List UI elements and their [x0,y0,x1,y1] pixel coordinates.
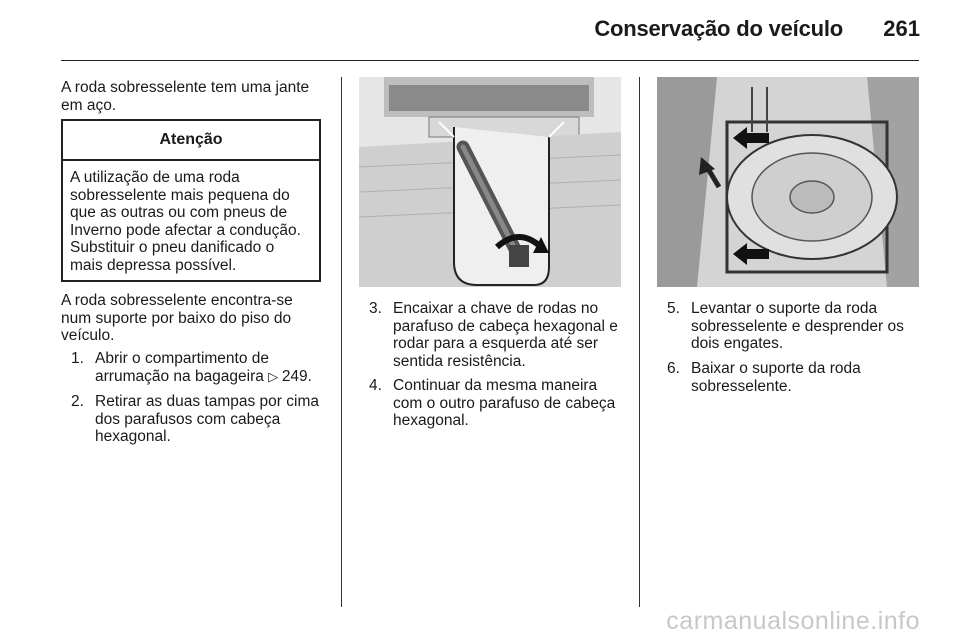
list-number: 1. [71,350,84,367]
warning-heading: Atenção [63,121,319,161]
list-text: Abrir o compartimento de arrumação na bagageira [95,350,270,385]
warning-box [61,119,321,282]
list-number: 4. [369,377,382,394]
list-number: 3. [369,300,382,317]
list-text: Baixar o suporte da roda sobresselente. [691,360,861,395]
intro-paragraph: A roda sobresselente tem uma jante em aço. [61,79,310,114]
list-text: Retirar as duas tampas por cima dos parafusos com cabeça hexagonal. [95,393,319,446]
list-item [369,300,623,370]
figure-wrench-on-bolt [359,77,621,287]
watermark: carmanualsonline.info [666,607,920,635]
list-text: Continuar da mesma maneira com o outro parafuso de cabeça hexagonal. [393,377,616,430]
warning-text: A utilização de uma roda sobresselente mais pequena do que as outras ou com pneus de Inverno pode afectar a condução. Substituir o pneu danificado o mais depressa possível. [70,169,301,274]
figure-spare-wheel-carrier [657,77,919,287]
list-number: 5. [667,300,680,317]
running-header-title: Conservação do veículo [594,16,843,41]
list-item [71,350,327,385]
list-text: Encaixar a chave de rodas no parafuso de cabeça hexagonal e rodar para a esquerda até ser sentida resistência. [393,300,618,370]
list-item [667,300,919,353]
list-text: Levantar o suporte da roda sobresselente e desprender os dois engates. [691,300,904,353]
list-number: 6. [667,360,680,377]
page-reference[interactable]: 249. [281,367,312,385]
figure-wrench-illustration [359,77,621,287]
list-number: 2. [71,393,84,410]
list-item [667,360,919,395]
header-divider [61,60,919,61]
location-paragraph: A roda sobresselente encontra-se num suporte por baixo do piso do veículo. [61,292,293,345]
list-item [71,393,331,446]
column-divider-left [341,77,342,607]
page-number: 261 [883,16,920,41]
column-divider-right [639,77,640,607]
figure-spare-wheel-illustration [657,77,919,287]
page-reference-arrow-icon: ▷ [268,368,282,384]
list-item [369,377,623,430]
